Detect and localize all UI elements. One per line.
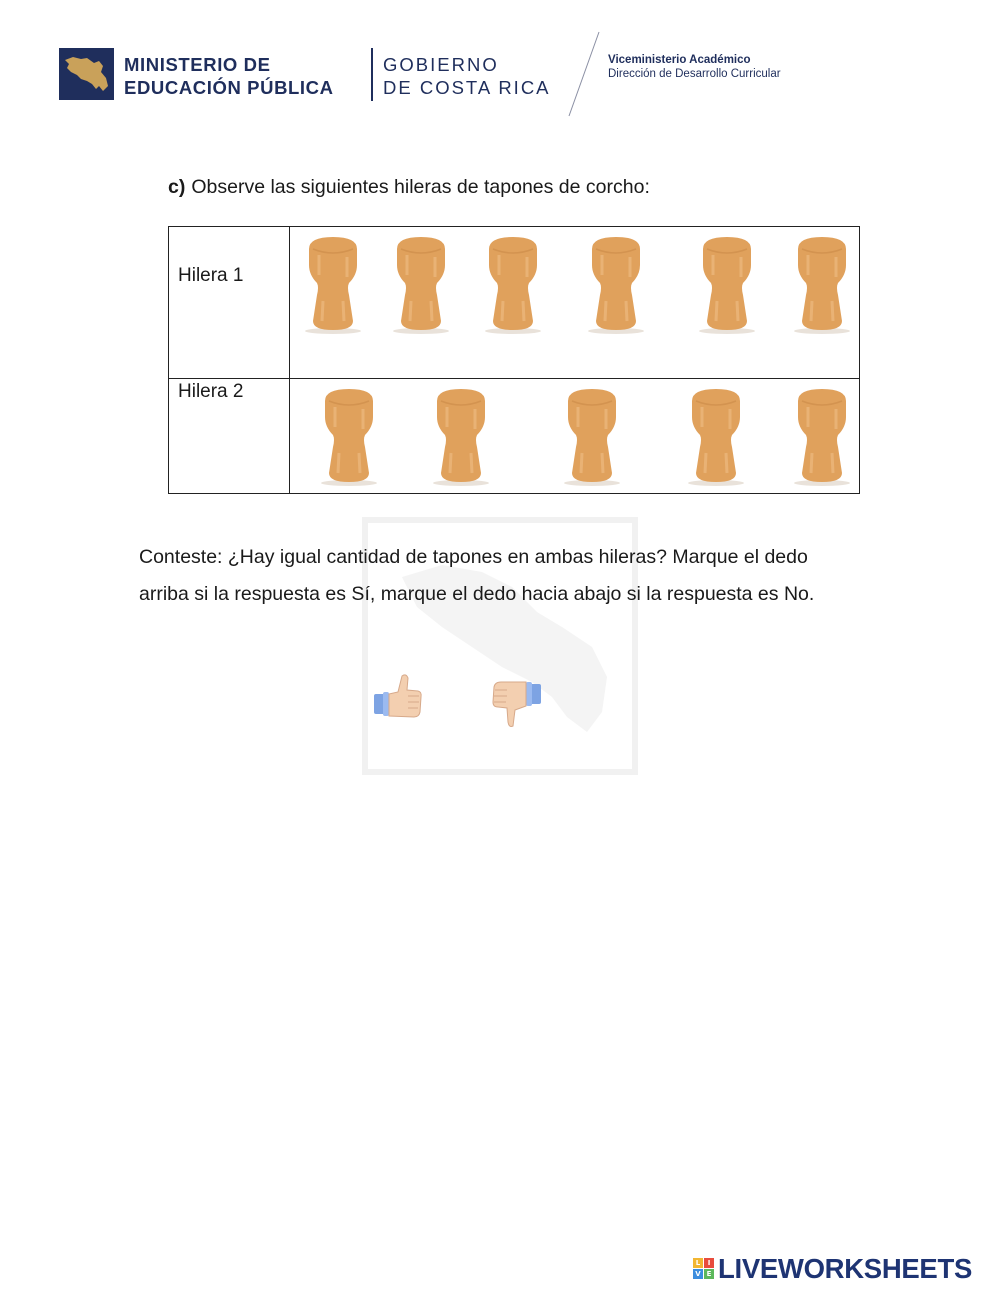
header-divider (371, 48, 373, 101)
cork-rows-table (168, 226, 860, 494)
liveworksheets-badge (693, 1258, 715, 1280)
vice-ministry-title: Viceministerio Académico (608, 54, 751, 66)
government-line-1: GOBIERNO (383, 54, 499, 75)
thumbs-down-icon (487, 680, 543, 736)
badge-letter-e: E (704, 1269, 714, 1279)
vice-ministry-subtitle: Dirección de Desarrollo Curricular (608, 68, 781, 80)
badge-letter-v: V (693, 1269, 703, 1279)
cork-stopper-icon (303, 235, 363, 335)
cork-stopper-icon (562, 387, 622, 487)
government-line-2: DE COSTA RICA (383, 77, 551, 98)
ministry-name (124, 53, 374, 99)
table-column-divider (289, 227, 290, 493)
government-name (383, 53, 583, 99)
thumbs-down-option[interactable] (487, 680, 543, 736)
badge-letter-l: L (693, 1258, 703, 1268)
row-label-2: Hilera 2 (178, 381, 244, 402)
ministry-logo (59, 48, 114, 100)
exercise-heading (168, 176, 788, 199)
cork-stopper-icon (483, 235, 543, 335)
ministry-line-2: EDUCACIÓN PÚBLICA (124, 77, 334, 98)
costa-rica-map-icon (59, 48, 114, 100)
ministry-line-1: MINISTERIO DE (124, 54, 271, 75)
badge-letter-i: I (704, 1258, 714, 1268)
cork-stopper-icon (792, 387, 852, 487)
cork-stopper-icon (431, 387, 491, 487)
liveworksheets-logo[interactable] (693, 1254, 993, 1284)
question-text: Conteste: ¿Hay igual cantidad de tapones en ambas hileras? Marque el dedo arriba si la respuesta es Sí, marque el dedo hacia abajo si la respuesta es No. (139, 546, 815, 605)
liveworksheets-wordmark: LIVEWORKSHEETS (718, 1253, 973, 1284)
cork-stopper-icon (319, 387, 379, 487)
vice-ministry-block (608, 53, 838, 81)
exercise-letter: c) (168, 176, 186, 198)
cork-stopper-icon (697, 235, 757, 335)
header-slash-divider (563, 30, 603, 120)
exercise-instruction: Observe las siguientes hileras de tapones de corcho: (191, 176, 650, 198)
cork-stopper-icon (792, 235, 852, 335)
table-row-divider (169, 378, 859, 379)
cork-stopper-icon (586, 235, 646, 335)
thumbs-up-icon (372, 670, 428, 726)
row-label-1: Hilera 1 (178, 265, 244, 286)
thumbs-up-option[interactable] (372, 670, 428, 726)
cork-stopper-icon (391, 235, 451, 335)
cork-stopper-icon (686, 387, 746, 487)
